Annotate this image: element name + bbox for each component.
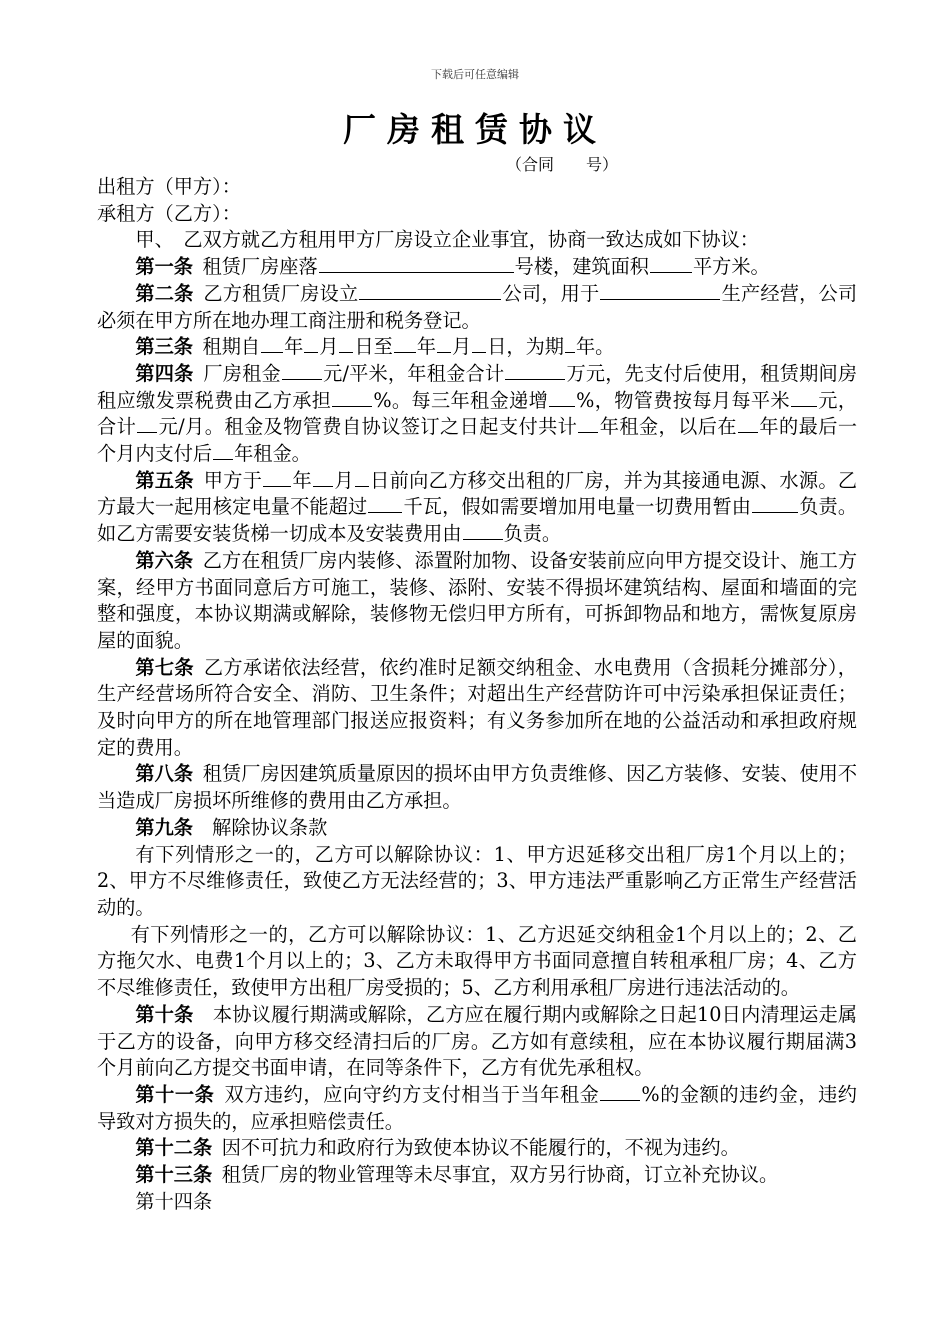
header-note: 下载后可任意编辑 [431, 68, 519, 81]
blank-field [263, 468, 291, 487]
blank-field [394, 334, 416, 353]
article-7: 第七条 乙方承诺依法经营，依约准时足额交纳租金、水电费用（含损耗分摊部分），生产经营场所符合安全、消防、卫生条件；对超出生产经营防许可中污染承担保证责任；及时向甲方的所在地管理部门报送应报资料；有义务参加所在地的公益活动和承担政府规定的费用。 [97, 655, 857, 759]
blank-field [463, 521, 503, 540]
article-label: 第十一条 [135, 1082, 215, 1106]
article-14 [97, 1189, 857, 1216]
article-label: 第九条 [135, 815, 193, 839]
blank-field [472, 334, 486, 353]
lessee-line: 承租方（乙方）： [97, 201, 241, 225]
document-body [97, 174, 857, 1215]
article-label: 第十三条 [135, 1163, 213, 1187]
article-9: 第九条 解除协议条款 [135, 815, 328, 839]
blank-field [282, 361, 322, 380]
blank-field [355, 468, 369, 487]
article-label: 第七条 [135, 655, 194, 679]
article-label: 第三条 [135, 335, 193, 359]
article-label: 第十四条 [135, 1189, 213, 1213]
blank-field [791, 388, 817, 407]
contract-number: （合同 号） [506, 155, 619, 174]
article-12: 第十二条 因不可抗力和政府行为致使本协议不能履行的，不视为违约。 [135, 1136, 740, 1160]
blank-field [600, 1082, 640, 1101]
blank-field [565, 334, 575, 353]
article-6: 第六条 乙方在租赁厂房内装修、添置附加物、设备安装前应向甲方提交设计、施工方案，经甲方书面同意后方可施工，装修、添附、安装不得损坏建筑结构、屋面和墙面的完整和强度，本协议期满或解除，装修物无偿归甲方所有，可拆卸物品和地方，需恢复原房屋的面貌。 [97, 548, 858, 652]
article-label: 第十条 [135, 1002, 194, 1026]
blank-field [319, 254, 514, 273]
article-5: 第五条 甲方于 年 月 日前向乙方移交出租的厂房，并为其接通电源、水源。乙方最大一起用核定电量不能超过 千瓦，假如需要增加用电量一切费用暂由 负责。如乙方需要安装货梯一切成本及安装费用由 负责。 [97, 468, 858, 546]
blank-field [505, 361, 565, 380]
blank-field [339, 334, 353, 353]
lessor-line: 出租方（甲方）： [97, 175, 241, 198]
article-label: 第四条 [135, 361, 194, 385]
blank-field [359, 281, 501, 300]
article-label: 第八条 [135, 762, 194, 786]
article-10: 第十条 本协议履行期满或解除，乙方应在履行期内或解除之日起10日内清理运走属于乙方的设备，向甲方移交经清扫后的厂房。乙方如有意续租，应在本协议履行期届满3个月前向乙方提交书面申请，在同等条件下，乙方有优先承租权。 [97, 1002, 858, 1080]
blank-field [368, 494, 402, 513]
blank-field [332, 388, 372, 407]
article-8: 第八条 租赁厂房因建筑质量原因的损坏由甲方负责维修、因乙方装修、安装、使用不当造成厂房损坏所维修的费用由乙方承担。 [97, 762, 858, 813]
blank-field [213, 441, 233, 460]
document-title: 厂房租赁协议 [343, 110, 607, 149]
article-label: 第二条 [135, 281, 194, 305]
blank-field [261, 334, 283, 353]
article-11: 第十一条 双方违约，应向守约方支付相当于当年租金 %的金额的违约金，违约导致对方损失的，应承担赔偿责任。 [97, 1082, 857, 1133]
blank-field [304, 334, 318, 353]
blank-field [650, 254, 692, 273]
article-label: 第一条 [135, 255, 193, 279]
article-label: 第六条 [135, 548, 194, 572]
blank-field [313, 468, 333, 487]
article-9-paragraph-2: 有下列情形之一的，乙方可以解除协议：1、乙方迟延交纳租金1个月以上的；2、乙方拖欠水、电费1个月以上的；3、乙方未取得甲方书面同意擅自转租承租厂房；4、乙方不尽维修责任，致使甲方出租厂房受损的；5、乙方利用承租厂房进行违法活动的。 [97, 922, 857, 1000]
article-9-paragraph-1: 有下列情形之一的，乙方可以解除协议：1、甲方迟延移交出租厂房1个月以上的；2、甲方不尽维修责任，致使乙方无法经营的；3、甲方违法严重影响乙方正常生产经营活动的。 [97, 842, 857, 919]
article-4: 第四条 厂房租金 元/平米，年租金合计 万元，先支付后使用，租赁期间房租应缴发票税费由乙方承担 %。每三年租金递增 %，物管费按每月每平米 元，合计 元/月。租金及物管费自协议签订之日起支付共计 年租金，以后在 年的最后一个月内支付后 年租金。 [97, 361, 858, 466]
blank-field [437, 334, 451, 353]
intro-paragraph: 甲、 乙双方就乙方租用甲方厂房设立企业事宜，协商一致达成如下协议： [135, 228, 759, 252]
blank-field [752, 494, 798, 513]
blank-field [137, 414, 157, 433]
blank-field [578, 414, 598, 433]
blank-field [738, 414, 758, 433]
blank-field [549, 388, 575, 407]
article-label: 第五条 [135, 468, 194, 492]
article-3: 第三条 租期自 年 月 日至 年 月 日，为期 年。 [135, 335, 615, 359]
article-1: 第一条 租赁厂房座落 号楼，建筑面积 平方米。 [135, 255, 770, 279]
article-2: 第二条 乙方租赁厂房设立 公司，用于 生产经营，公司必须在甲方所在地办理工商注册和税务登记。 [97, 281, 858, 332]
article-13: 第十三条 租赁厂房的物业管理等未尽事宜，双方另行协商，订立补充协议。 [135, 1163, 779, 1187]
blank-field [600, 281, 720, 300]
article-label: 第十二条 [135, 1136, 213, 1160]
